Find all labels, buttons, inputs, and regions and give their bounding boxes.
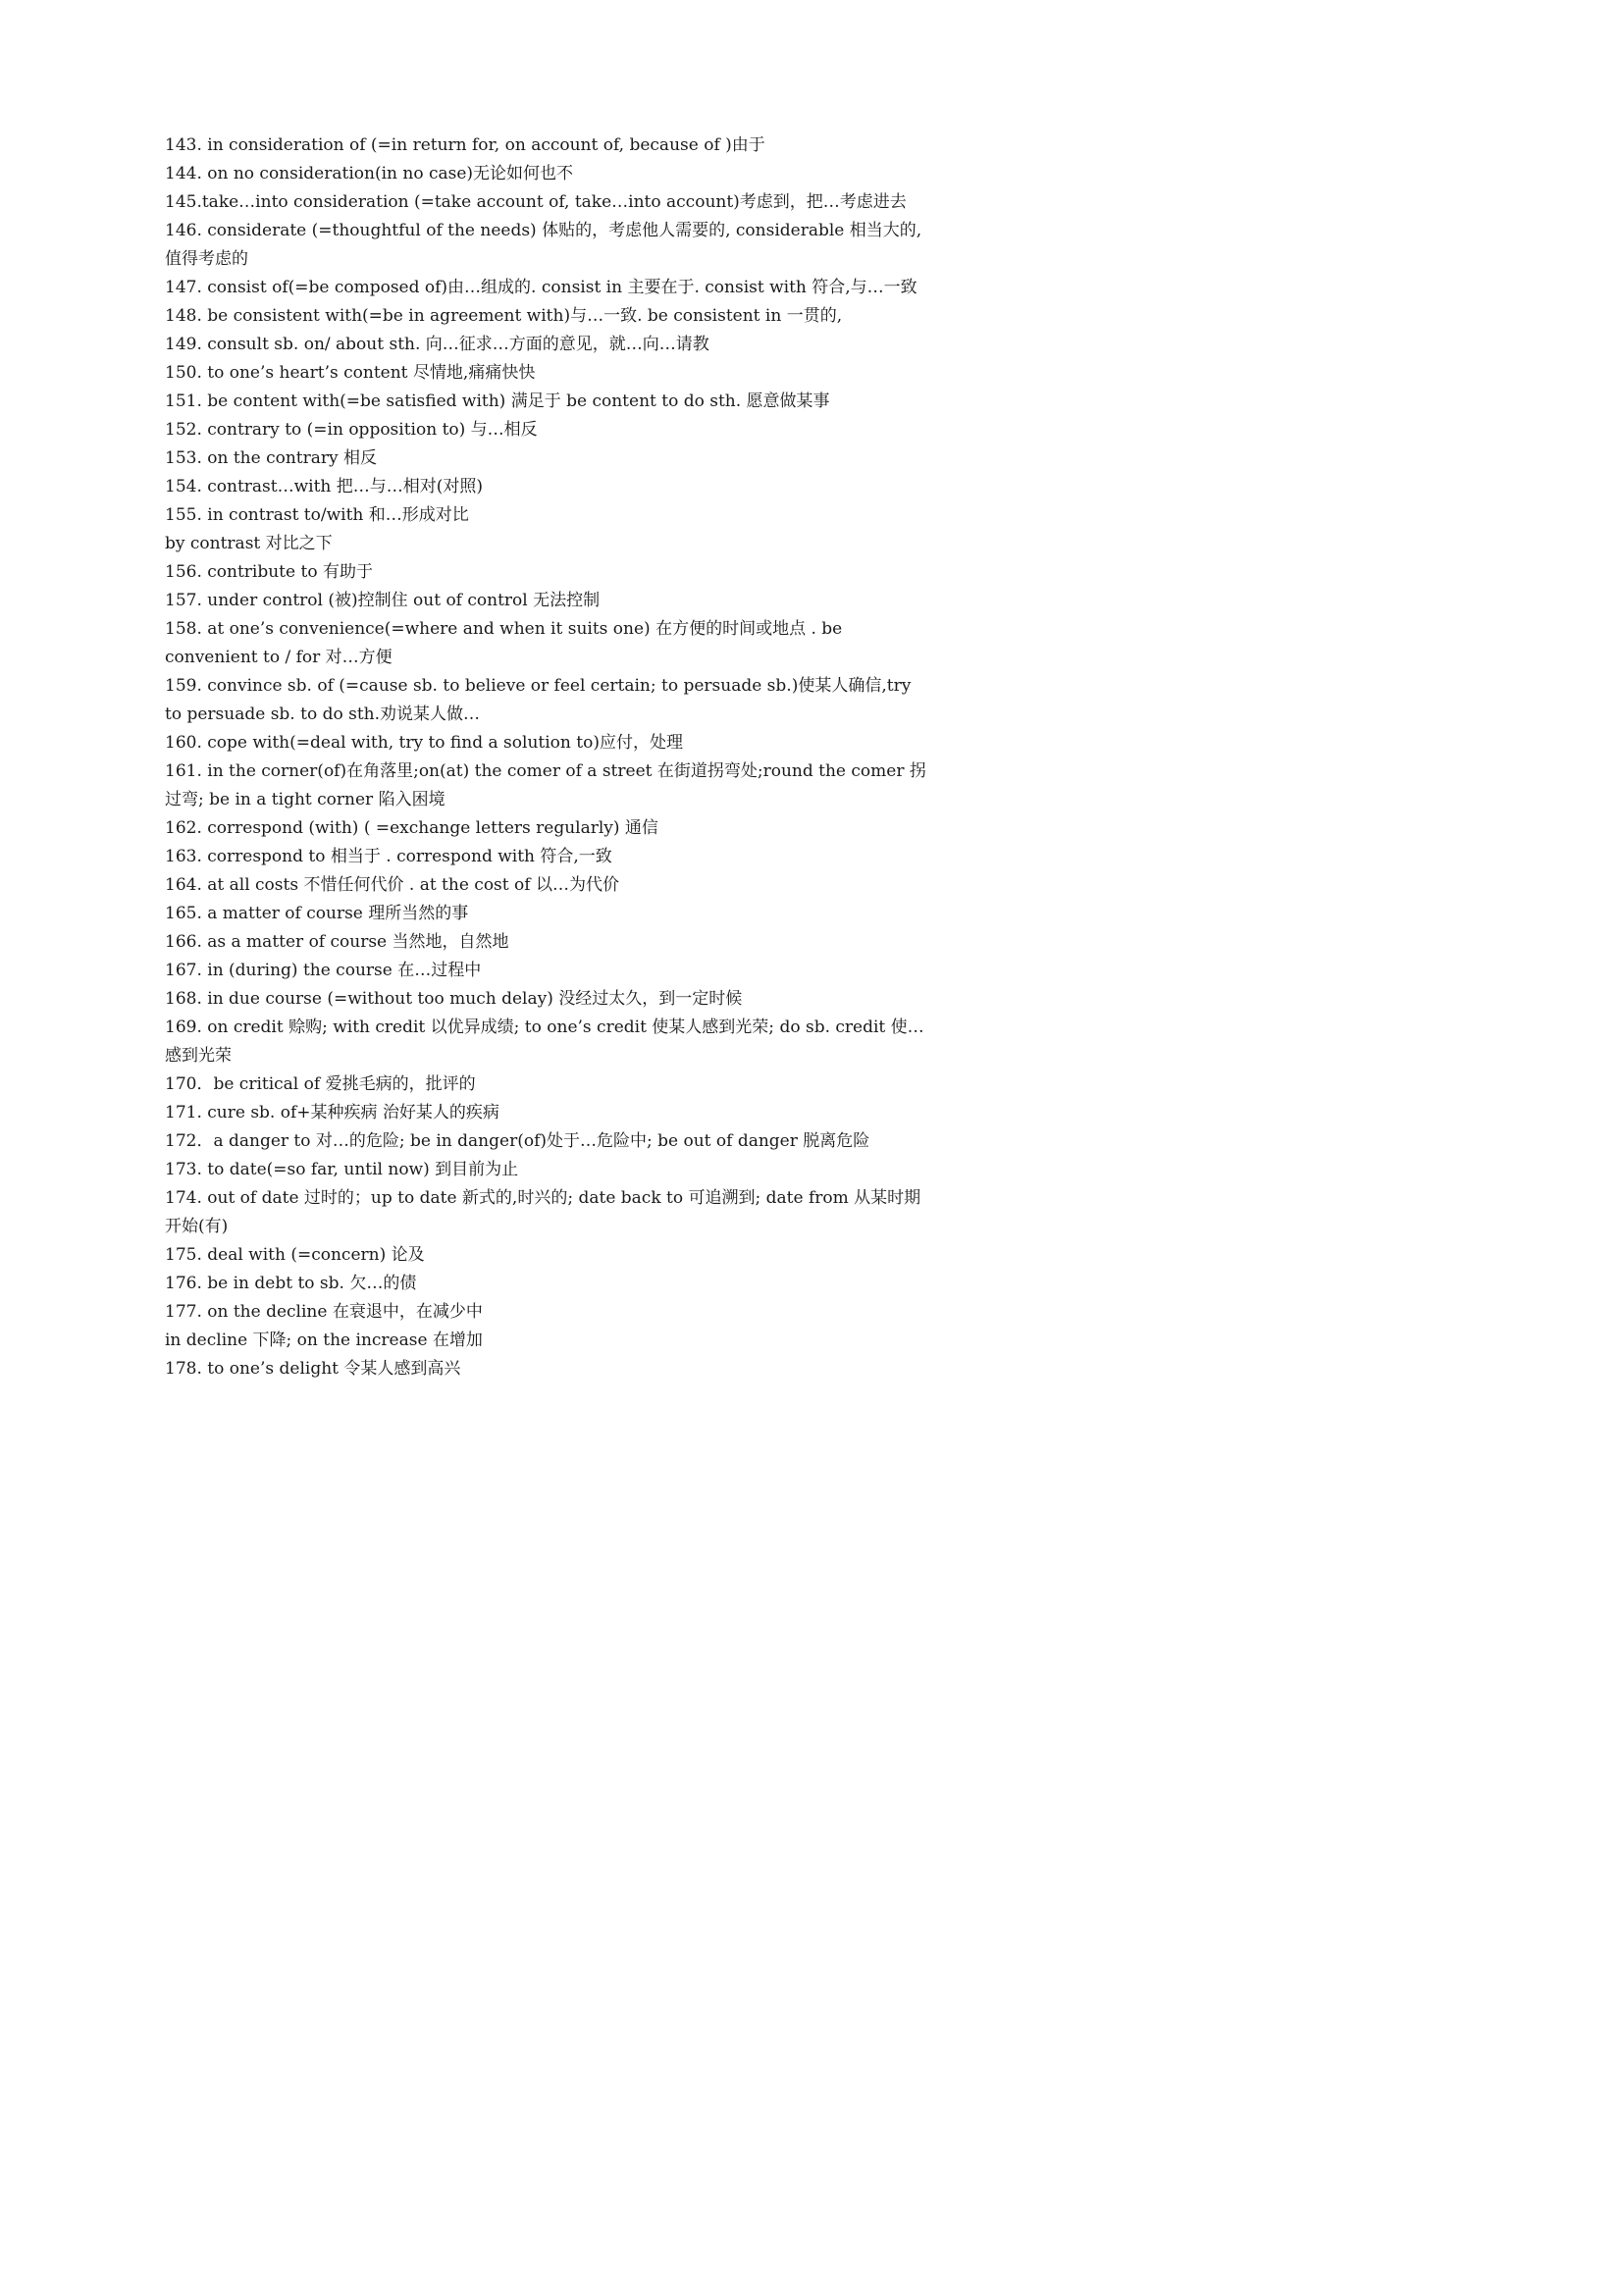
list-item: 169. on credit 赊购; with credit 以优异成绩; to one’s credit 使某人感到光荣; do sb. credit 使…感到光荣 [165,1018,924,1066]
list-item: 159. convince sb. of (=cause sb. to believe or feel certain; to persuade sb.)使某人确信,try to persuade sb. to do sth.劝说某人做… [165,676,912,724]
list-item: 177. on the decline 在衰退中，在减少中 [165,1302,483,1322]
list-item: 154. contrast…with 把…与…相对(对照) [165,477,484,496]
list-item: 150. to one’s heart’s content 尽情地,痛痛快快 [165,363,536,383]
list-item: 178. to one’s delight 令某人感到高兴 [165,1359,461,1379]
list-item: 164. at all costs 不惜任何代价 . at the cost of 以…为代价 [165,875,619,895]
list-item: 166. as a matter of course 当然地，自然地 [165,932,509,952]
vocabulary-list [165,131,930,1383]
list-item: 162. correspond (with) ( =exchange letters regularly) 通信 [165,818,658,838]
list-item: 153. on the contrary 相反 [165,448,378,468]
list-item: 173. to date(=so far, until now) 到目前为止 [165,1160,519,1179]
list-item: 155. in contrast to/with 和…形成对比 [165,505,469,525]
list-item: 149. consult sb. on/ about sth. 向…征求…方面的意见，就…向…请教 [165,335,709,354]
list-item: 148. be consistent with(=be in agreement with)与…一致. be consistent in 一贯的, [165,306,843,326]
list-item: in decline 下降; on the increase 在增加 [165,1331,483,1350]
list-item: 146. considerate (=thoughtful of the needs) 体贴的，考虑他人需要的, considerable 相当大的,值得考虑的 [165,221,922,269]
list-item: 163. correspond to 相当于 . correspond with 符合,一致 [165,847,612,866]
list-item: 147. consist of(=be composed of)由…组成的. consist in 主要在于. consist with 符合,与…一致 [165,278,917,297]
list-item: 144. on no consideration(in no case)无论如何也不 [165,164,574,183]
list-item: 168. in due course (=without too much delay) 没经过太久，到一定时候 [165,989,743,1009]
list-item: 143. in consideration of (=in return for, on account of, because of )由于 [165,135,765,155]
list-item: 175. deal with (=concern) 论及 [165,1245,425,1265]
list-item: 165. a matter of course 理所当然的事 [165,904,469,923]
list-item: 171. cure sb. of+某种疾病 治好某人的疾病 [165,1103,499,1122]
list-item: 157. under control (被)控制住 out of control 无法控制 [165,591,601,610]
list-item: by contrast 对比之下 [165,534,333,553]
list-item: 151. be content with(=be satisfied with) 满足于 be content to do sth. 愿意做某事 [165,391,830,411]
list-item: 170．be critical of 爱挑毛病的，批评的 [165,1074,476,1094]
list-item: 160. cope with(=deal with, try to find a solution to)应付，处理 [165,733,683,753]
list-item: 176. be in debt to sb. 欠…的债 [165,1274,417,1293]
list-item: 145.take…into consideration (=take account of, take…into account)考虑到，把…考虑进去 [165,192,907,212]
list-item: 161. in the corner(of)在角落里;on(at) the comer of a street 在街道拐弯处;round the comer 拐过弯; be in a tight corner 陷入困境 [165,761,926,809]
list-item: 172．a danger to 对…的危险; be in danger(of)处于…危险中; be out of danger 脱离危险 [165,1131,870,1151]
document-page [0,0,1081,1531]
list-item: 156. contribute to 有助于 [165,562,373,582]
list-item: 152. contrary to (=in opposition to) 与…相反 [165,420,538,440]
list-item: 167. in (during) the course 在…过程中 [165,961,482,980]
list-item: 174. out of date 过时的；up to date 新式的,时兴的; date back to 可追溯到; date from 从某时期开始(有) [165,1188,921,1236]
list-item: 158. at one’s convenience(=where and when it suits one) 在方便的时间或地点 . be convenient to / for 对…方便 [165,619,843,667]
